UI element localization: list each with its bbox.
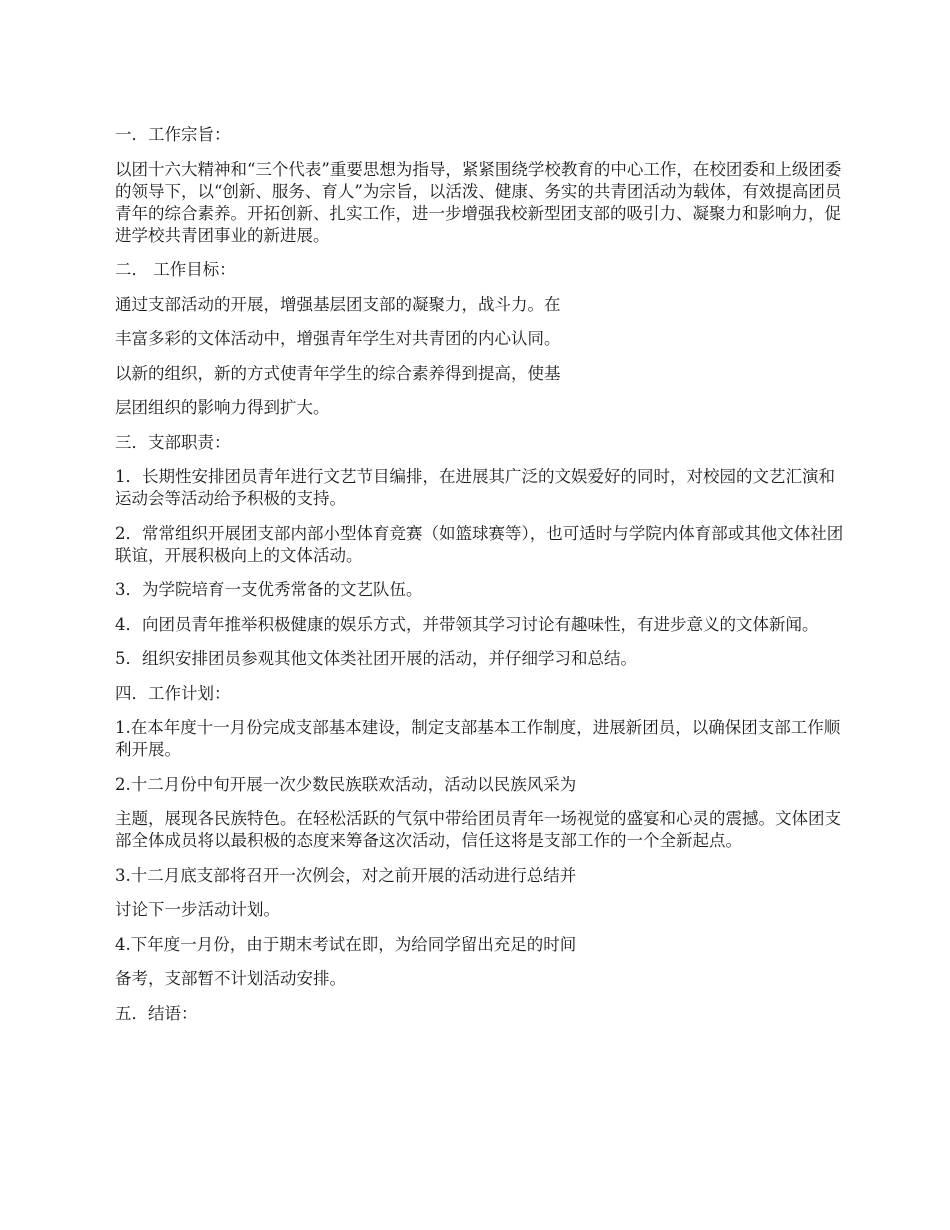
section-heading-goals: 二． 工作目标： (115, 260, 236, 279)
duty-item: 2．常常组织开展团支部内部小型体育竞赛（如篮球赛等），也可适时与学院内体育部或其他文体社团联谊，开展积极向上的文体活动。 (115, 523, 844, 565)
duty-item: 5．组织安排团员参观其他文体类社团开展的活动，并仔细学习和总结。 (115, 649, 637, 668)
plan-item: 3.十二月底支部将召开一次例会，对之前开展的活动进行总结并 (115, 865, 577, 885)
plan-item: 2.十二月份中旬开展一次少数民族联欢活动，活动以民族风采为 (115, 774, 577, 794)
section-heading-plan: 四．工作计划： (115, 683, 231, 703)
goals-line: 以新的组织，新的方式使青年学生的综合素养得到提高，使基 (115, 363, 561, 383)
duty-item: 4．向团员青年推举积极健康的娱乐方式，并带领其学习讨论有趣味性，有进步意义的文体新闻。 (115, 614, 819, 634)
goals-line: 层团组织的影响力得到扩大。 (115, 398, 330, 417)
goals-line: 通过支部活动的开展，增强基层团支部的凝聚力，战斗力。在 (115, 294, 561, 314)
purpose-paragraph: 以团十六大精神和“三个代表”重要思想为指导，紧紧围绕学校教育的中心工作，在校团委和上级团委的领导下，以“创新、服务、育人”为宗旨，以活泼、健康、务实的共青团活动为载体，有效提高团员青年的综合素养。开拓创新、扎实工作，进一步增强我校新型团支部的吸引力、凝聚力和影响力，促进学校共青团事业的新进展。 (115, 159, 842, 245)
section-heading-purpose: 一．工作宗旨： (115, 125, 231, 144)
duty-item: 3．为学院培育一支优秀常备的文艺队伍。 (115, 580, 423, 599)
document-body (115, 124, 845, 1037)
plan-item: 4.下年度一月份，由于期末考试在即，为给同学留出充足的时间 (115, 934, 577, 954)
plan-item-continued: 主题，展现各民族特色。在轻松活跃的气氛中带给团员青年一场视觉的盛宴和心灵的震撼。文体团支部全体成员将以最积极的态度来筹备这次活动，信任这将是支部工作的一个全新起点。 (115, 809, 841, 850)
plan-item-continued: 备考，支部暂不计划活动安排。 (115, 969, 346, 988)
plan-item: 1.在本年度十一月份完成支部基本建设，制定支部基本工作制度，进展新团员，以确保团支部工作顺利开展。 (115, 718, 841, 759)
plan-item-continued: 讨论下一步活动计划。 (115, 900, 280, 919)
duty-item: 1．长期性安排团员青年进行文艺节目编排，在进展其广泛的文娱爱好的同时，对校园的文艺汇演和运动会等活动给予积极的支持。 (115, 467, 835, 508)
section-heading-conclusion: 五．结语： (115, 1003, 198, 1023)
section-heading-duties: 三．支部职责： (115, 432, 231, 452)
goals-line: 丰富多彩的文体活动中，增强青年学生对共青团的内心认同。 (115, 329, 561, 348)
